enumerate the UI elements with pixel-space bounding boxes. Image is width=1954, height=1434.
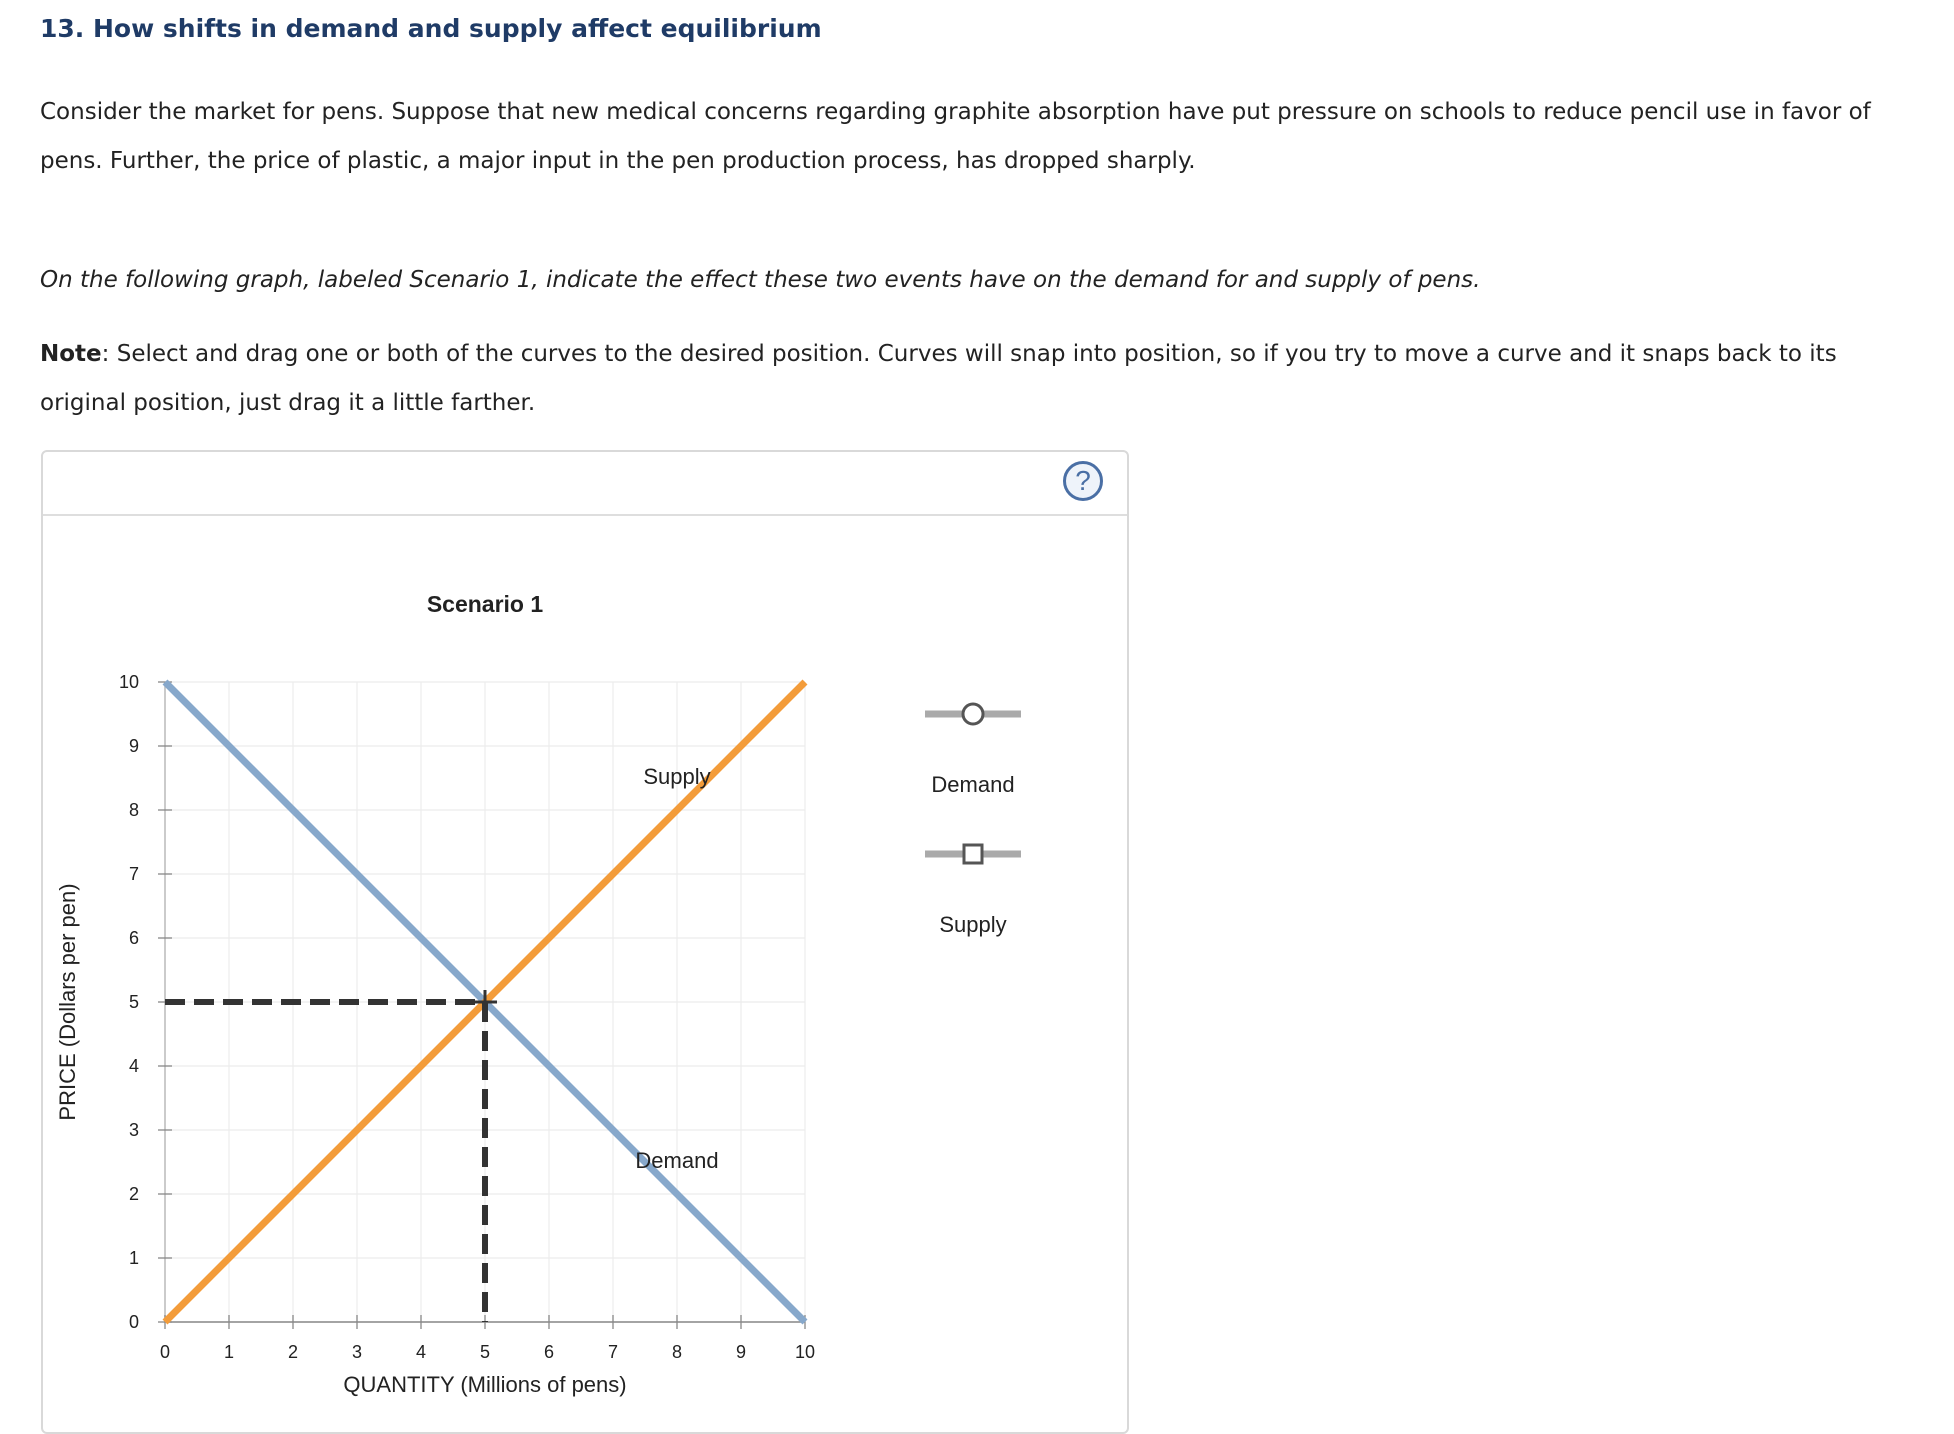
y-tick-label: 6 bbox=[128, 928, 139, 948]
instruction-paragraph: On the following graph, labeled Scenario 1, indicate the effect these two events have on the demand for and supply of pens. bbox=[40, 267, 1481, 293]
note-label: Note bbox=[40, 341, 102, 367]
y-tick-label: 1 bbox=[128, 1248, 139, 1268]
x-tick-label: 6 bbox=[543, 1342, 555, 1362]
y-axis-label: PRICE (Dollars per pen) bbox=[55, 883, 80, 1121]
help-icon[interactable]: ? bbox=[1063, 461, 1103, 501]
graph-panel bbox=[41, 450, 1129, 1434]
question-paragraph: Consider the market for pens. Suppose that new medical concerns regarding graphite absorption have put pressure on schools to reduce pencil use in favor of pens. Further, the price of plastic, a major input in the pen production process, has dropped sharply. bbox=[40, 99, 1871, 174]
note-paragraph bbox=[40, 330, 1900, 428]
y-tick-label: 4 bbox=[128, 1056, 139, 1076]
y-tick-label: 8 bbox=[128, 800, 139, 820]
scenario-chart bbox=[43, 452, 1127, 1402]
demand-tool-icon[interactable] bbox=[925, 704, 1021, 724]
legend-label-demand: Demand bbox=[931, 772, 1015, 797]
x-tick-label: 3 bbox=[351, 1342, 363, 1362]
y-tick-label: 10 bbox=[118, 672, 139, 692]
x-tick-label: 0 bbox=[159, 1342, 171, 1362]
note-text: : Select and drag one or both of the curves to the desired position. Curves will snap into position, so if you try to move a curve and it snaps back to its original position, just drag it a little farther. bbox=[40, 341, 1837, 416]
legend[interactable] bbox=[925, 704, 1021, 937]
x-tick-label: 10 bbox=[794, 1342, 816, 1362]
y-tick-label: 9 bbox=[128, 736, 139, 756]
legend-label-supply: Supply bbox=[939, 912, 1007, 937]
supply-curve-label: Supply bbox=[643, 764, 711, 789]
x-tick-label: 8 bbox=[671, 1342, 683, 1362]
square-marker-icon[interactable] bbox=[964, 845, 982, 863]
demand-curve-label: Demand bbox=[635, 1148, 719, 1173]
y-tick-label: 3 bbox=[128, 1120, 139, 1140]
x-axis-label: QUANTITY (Millions of pens) bbox=[343, 1372, 627, 1397]
x-tick-label: 1 bbox=[223, 1342, 235, 1362]
x-tick-label: 9 bbox=[735, 1342, 747, 1362]
y-tick-label: 5 bbox=[128, 992, 139, 1012]
question-title: 13. How shifts in demand and supply affect equilibrium bbox=[40, 14, 822, 43]
y-tick-label: 7 bbox=[128, 864, 139, 884]
chart-title: Scenario 1 bbox=[426, 591, 544, 617]
x-tick-label: 7 bbox=[607, 1342, 619, 1362]
x-tick-label: 5 bbox=[479, 1342, 491, 1362]
y-tick-label: 0 bbox=[128, 1312, 139, 1332]
supply-tool-icon[interactable] bbox=[925, 845, 1021, 863]
circle-marker-icon[interactable] bbox=[963, 704, 983, 724]
x-tick-label: 2 bbox=[287, 1342, 299, 1362]
x-tick-label: 4 bbox=[415, 1342, 427, 1362]
y-tick-label: 2 bbox=[128, 1184, 139, 1204]
